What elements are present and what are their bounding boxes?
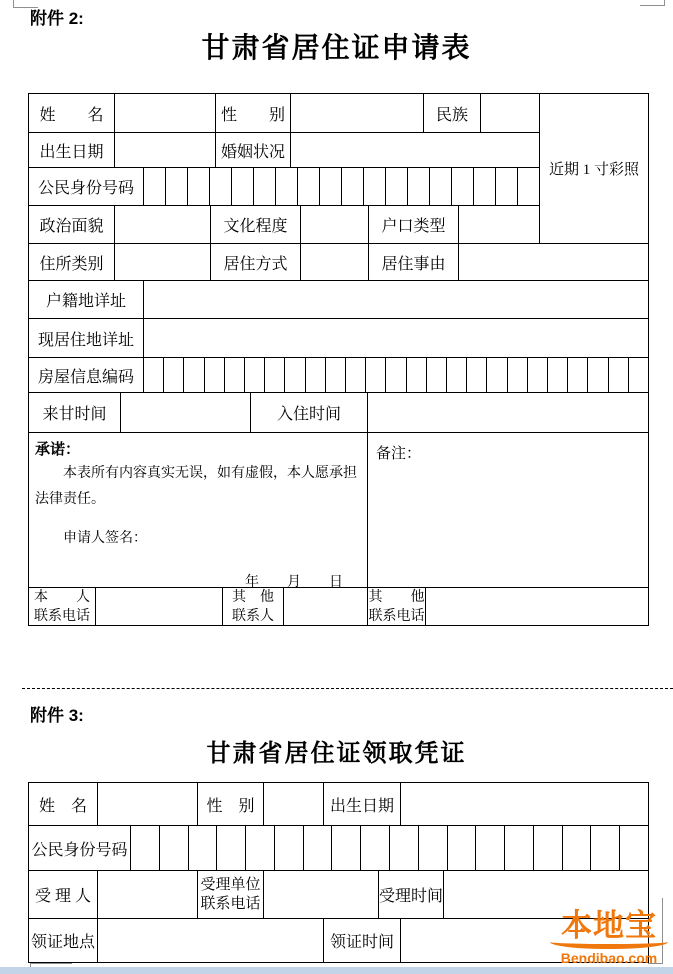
marital-status-label-cell: 婚姻状况 (215, 132, 291, 168)
digit-box (144, 358, 163, 392)
digit-box (451, 168, 473, 205)
digit-box (303, 826, 332, 870)
date-line: 年 月 日 (245, 575, 343, 588)
digit-box (224, 358, 244, 392)
application-form-table (28, 93, 649, 626)
digit-box (608, 358, 628, 392)
digit-box (253, 168, 275, 205)
education-label-cell: 文化程度 (210, 205, 301, 244)
digit-box (231, 168, 253, 205)
photo-label: 近期 1 寸彩照 (548, 162, 639, 178)
birth-date-value-cell (114, 132, 216, 168)
digit-box (562, 826, 591, 870)
current-address-label-cell: 现居住地详址 (28, 318, 144, 358)
digit-box (447, 826, 476, 870)
education-value-cell (300, 205, 369, 244)
digit-box (587, 358, 607, 392)
attachment2-label: 附件 2: (30, 9, 84, 28)
unit-phone-value-cell (263, 870, 379, 919)
photo-cell (539, 93, 649, 244)
movein-time-label-cell: 入住时间 (250, 392, 368, 433)
digit-box (418, 826, 447, 870)
digit-box (567, 358, 587, 392)
digit-box (209, 168, 231, 205)
other-phone-value-cell (425, 587, 649, 626)
digit-box (389, 826, 418, 870)
other-contact-label-cell: 其 他 联系人 (222, 587, 284, 626)
political-status-label-cell: 政治面貌 (28, 205, 115, 244)
digit-box (517, 168, 539, 205)
gender-label-cell: 性 别 (197, 782, 264, 826)
birth-date-value-cell (400, 782, 649, 826)
digit-box (628, 358, 648, 392)
name-label-cell: 姓 名 (28, 782, 98, 826)
table-row (28, 392, 649, 433)
digit-box (216, 826, 245, 870)
self-phone-value-cell (95, 587, 223, 626)
accept-time-label-cell: 受理时间 (378, 870, 444, 919)
residence-category-label-cell: 住所类别 (28, 243, 115, 281)
digit-box (345, 358, 365, 392)
digit-box (466, 358, 486, 392)
digit-box (183, 358, 203, 392)
text-boundary-mark-top-right (640, 0, 665, 6)
digit-box (325, 358, 345, 392)
digit-box (504, 826, 533, 870)
digit-box (360, 826, 389, 870)
digit-box (507, 358, 527, 392)
bendibao-site-text: Bendibao.com (560, 950, 658, 966)
arrival-time-label-cell: 来甘时间 (28, 392, 121, 433)
digit-box (284, 358, 304, 392)
pickup-place-label-cell: 领证地点 (28, 918, 98, 963)
bendibao-watermark (548, 910, 670, 966)
handler-label-cell: 受 理 人 (28, 870, 98, 919)
gender-label-cell: 性 别 (215, 93, 291, 133)
commitment-title: 承诺： (35, 442, 81, 458)
digit-box (319, 168, 341, 205)
arrival-time-value-cell (120, 392, 251, 433)
handler-value-cell (97, 870, 198, 919)
ethnicity-label-cell: 民族 (423, 93, 481, 133)
digit-box (331, 826, 360, 870)
table-row (28, 782, 649, 826)
digit-box (590, 826, 619, 870)
digit-box (165, 168, 187, 205)
housing-code-label-cell: 房屋信息编码 (28, 357, 144, 393)
digit-box (547, 358, 567, 392)
table-row (28, 243, 649, 281)
pickup-time-label-cell: 领证时间 (323, 918, 401, 963)
other-contact-value-cell (283, 587, 368, 626)
digit-box (406, 358, 426, 392)
digit-box (297, 168, 319, 205)
digit-box (305, 358, 325, 392)
digit-box (159, 826, 188, 870)
id-number-digit-strip (130, 825, 649, 871)
birth-date-label-cell: 出生日期 (28, 132, 115, 168)
residence-category-value-cell (114, 243, 211, 281)
living-mode-value-cell (300, 243, 369, 281)
name-value-cell (97, 782, 198, 826)
digit-box (204, 358, 224, 392)
digit-box (188, 826, 217, 870)
applicant-signature-label: 申请人签名： (63, 531, 147, 546)
digit-box (486, 358, 506, 392)
digit-box (365, 358, 385, 392)
id-number-digit-strip (143, 167, 540, 206)
digit-box (446, 358, 466, 392)
page-separator-dashed-line (22, 688, 673, 689)
residence-reason-value-cell (458, 243, 649, 281)
commitment-cell (28, 432, 368, 588)
table-row (28, 318, 649, 358)
pickup-place-value-cell (97, 918, 324, 963)
household-type-value-cell (458, 205, 540, 244)
digit-box (407, 168, 429, 205)
commitment-body: 本表所有内容真实无误，如有虚假，本人愿承担法律责任。 (35, 466, 357, 507)
digit-box (144, 168, 165, 205)
table-row (28, 587, 649, 626)
current-address-value-cell (143, 318, 649, 358)
digit-box (245, 826, 274, 870)
digit-box (341, 168, 363, 205)
id-number-label-cell: 公民身份号码 (28, 167, 144, 206)
digit-box (533, 826, 562, 870)
living-mode-label-cell: 居住方式 (210, 243, 301, 281)
attachment3-label: 附件 3: (30, 706, 84, 725)
other-phone-label-cell: 其 他 联系电话 (367, 587, 426, 626)
id-number-label-cell: 公民身份号码 (28, 825, 131, 871)
political-status-value-cell (114, 205, 211, 244)
bendibao-logo-text: 本地宝 (561, 908, 657, 943)
registered-address-label-cell: 户籍地详址 (28, 280, 144, 319)
remarks-cell (367, 432, 649, 588)
unit-phone-label-cell: 受理单位 联系电话 (197, 870, 264, 919)
digit-box (187, 168, 209, 205)
table-row (28, 432, 649, 588)
digit-box (473, 168, 495, 205)
bottom-scrollbar-track[interactable] (0, 967, 673, 974)
form2-title: 甘肃省居住证领取凭证 (206, 740, 467, 767)
digit-box (275, 168, 297, 205)
digit-box (385, 358, 405, 392)
digit-box (475, 826, 504, 870)
birth-date-label-cell: 出生日期 (323, 782, 401, 826)
marital-status-value-cell (290, 132, 540, 168)
digit-box (385, 168, 407, 205)
name-value-cell (114, 93, 216, 133)
ethnicity-value-cell (480, 93, 540, 133)
digit-box (163, 358, 183, 392)
housing-code-digit-strip (143, 357, 649, 393)
digit-box (131, 826, 159, 870)
residence-reason-label-cell: 居住事由 (368, 243, 459, 281)
digit-box (274, 826, 303, 870)
digit-box (244, 358, 264, 392)
table-row (28, 825, 649, 871)
digit-box (429, 168, 451, 205)
self-phone-label-cell: 本 人 联系电话 (28, 587, 96, 626)
remarks-label: 备注： (376, 446, 422, 462)
movein-time-value-cell (367, 392, 649, 433)
registered-address-value-cell (143, 280, 649, 319)
digit-box (495, 168, 517, 205)
table-row (28, 357, 649, 393)
name-label-cell: 姓 名 (28, 93, 115, 133)
table-row (28, 280, 649, 319)
digit-box (426, 358, 446, 392)
gender-value-cell (263, 782, 324, 826)
gender-value-cell (290, 93, 424, 133)
digit-box (363, 168, 385, 205)
form1-title: 甘肃省居住证申请表 (201, 32, 472, 63)
digit-box (264, 358, 284, 392)
household-type-label-cell: 户口类型 (368, 205, 459, 244)
digit-box (619, 826, 648, 870)
digit-box (527, 358, 547, 392)
